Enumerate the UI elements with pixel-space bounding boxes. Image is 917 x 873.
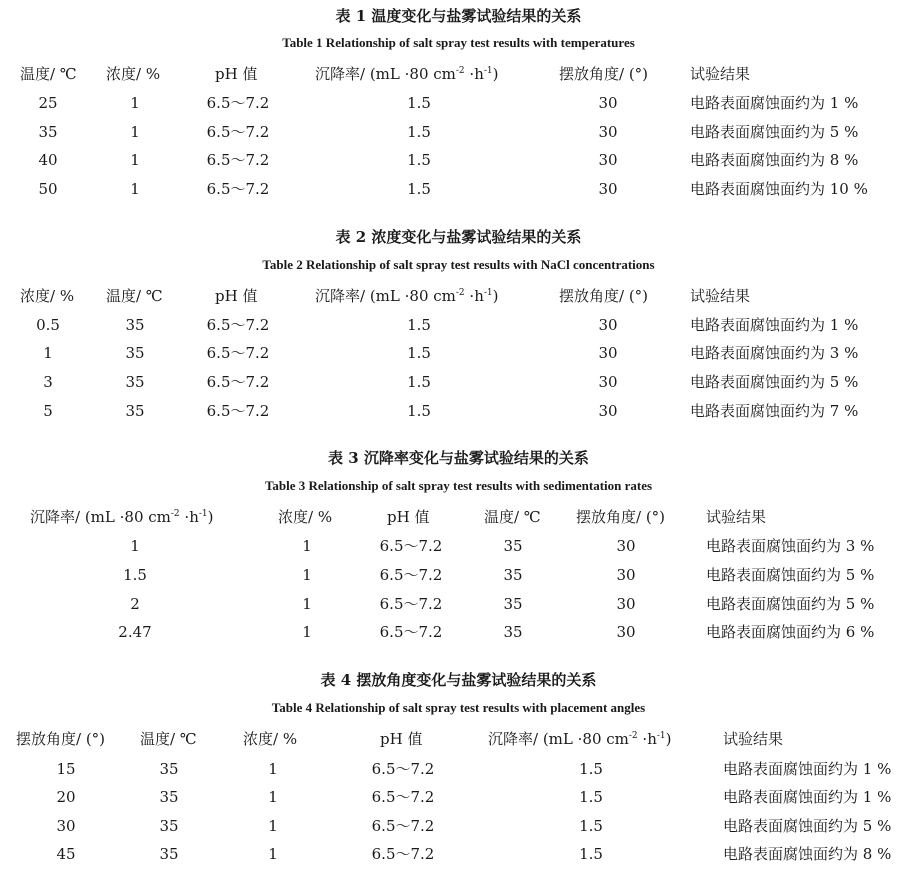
cell-ph: 6.5～7.2 [371, 788, 435, 806]
cell-test-result: 电路表面腐蚀面约为 6 % [706, 623, 875, 641]
table-row [0, 533, 917, 559]
table-row [0, 813, 917, 839]
cell-sedimentation-rate: 2 [130, 595, 140, 613]
table-3-caption-en: Table 3 Relationship of salt spray test results with sedimentation rates [264, 478, 653, 493]
header-test-result: 试验结果 [706, 508, 767, 526]
cell-test-result: 电路表面腐蚀面约为 1 % [723, 788, 892, 806]
cell-concentration: 1 [302, 595, 312, 613]
cell-test-result: 电路表面腐蚀面约为 1 % [690, 316, 859, 334]
table-row [0, 147, 917, 173]
header-ph: pH 值 [380, 730, 423, 748]
cell-test-result: 电路表面腐蚀面约为 5 % [706, 566, 875, 584]
header-placement-angle: 摆放角度/ (°) [559, 287, 649, 305]
table-row [0, 619, 917, 645]
cell-concentration: 1 [268, 845, 278, 863]
cell-placement-angle: 30 [598, 123, 618, 141]
cell-test-result: 电路表面腐蚀面约为 1 % [723, 760, 892, 778]
header-sedimentation-rate: 沉降率/ (mL ·80 $cm^{-2} \cdot h^{-1}$) [315, 65, 499, 83]
header-test-result: 试验结果 [723, 730, 784, 748]
cell-temperature: 35 [125, 316, 145, 334]
cell-ph: 6.5～7.2 [371, 760, 435, 778]
header-ph: pH 值 [215, 287, 258, 305]
cell-placement-angle: 30 [598, 373, 618, 391]
cell-test-result: 电路表面腐蚀面约为 3 % [690, 344, 859, 362]
table-1-header-row [0, 61, 917, 87]
cell-temperature: 35 [159, 760, 179, 778]
table-row [0, 369, 917, 395]
cell-sedimentation-rate: 1.5 [579, 845, 603, 863]
header-temperature: 温度/ ℃ [484, 508, 541, 526]
cell-temperature: 35 [125, 373, 145, 391]
table-row [0, 90, 917, 116]
cell-concentration: 1 [268, 817, 278, 835]
table-row [0, 398, 917, 424]
cell-placement-angle: 30 [616, 537, 636, 555]
table-row [0, 176, 917, 202]
cell-placement-angle: 30 [616, 623, 636, 641]
cell-ph: 6.5～7.2 [371, 817, 435, 835]
cell-concentration: 5 [43, 402, 53, 420]
table-4-caption-en: Table 4 Relationship of salt spray test results with placement angles [271, 700, 646, 715]
cell-temperature: 35 [38, 123, 58, 141]
header-sedimentation-rate: 沉降率/ (mL ·80 $cm^{-2} \cdot h^{-1}$) [30, 508, 214, 526]
header-concentration: 浓度/ % [243, 730, 298, 748]
cell-sedimentation-rate: 1.5 [579, 817, 603, 835]
cell-sedimentation-rate: 1.5 [407, 94, 431, 112]
header-test-result: 试验结果 [690, 65, 751, 83]
cell-ph: 6.5～7.2 [379, 595, 443, 613]
cell-ph: 6.5～7.2 [379, 566, 443, 584]
table-2-header-row [0, 283, 917, 309]
cell-temperature: 35 [159, 788, 179, 806]
header-ph: pH 值 [387, 508, 430, 526]
cell-concentration: 1 [268, 788, 278, 806]
cell-test-result: 电路表面腐蚀面约为 1 % [690, 94, 859, 112]
cell-placement-angle: 15 [56, 760, 76, 778]
cell-ph: 6.5～7.2 [206, 151, 270, 169]
header-placement-angle: 摆放角度/ (°) [559, 65, 649, 83]
cell-test-result: 电路表面腐蚀面约为 7 % [690, 402, 859, 420]
table-row [0, 841, 917, 867]
cell-placement-angle: 45 [56, 845, 76, 863]
cell-concentration: 1 [130, 94, 140, 112]
cell-ph: 6.5～7.2 [206, 402, 270, 420]
cell-sedimentation-rate: 2.47 [118, 623, 152, 641]
cell-sedimentation-rate: 1.5 [407, 344, 431, 362]
table-4-caption-cn: 表 4 摆放角度变化与盐雾试验结果的关系 [320, 671, 597, 689]
cell-ph: 6.5～7.2 [206, 180, 270, 198]
cell-temperature: 35 [125, 402, 145, 420]
table-3-caption-cn: 表 3 沉降率变化与盐雾试验结果的关系 [328, 449, 589, 467]
cell-placement-angle: 30 [616, 595, 636, 613]
header-temperature: 温度/ ℃ [140, 730, 197, 748]
cell-ph: 6.5～7.2 [379, 623, 443, 641]
cell-ph: 6.5～7.2 [206, 373, 270, 391]
header-concentration: 浓度/ % [278, 508, 333, 526]
cell-temperature: 35 [503, 537, 523, 555]
table-1-caption-cn: 表 1 温度变化与盐雾试验结果的关系 [335, 7, 582, 25]
cell-sedimentation-rate: 1.5 [407, 151, 431, 169]
cell-sedimentation-rate: 1 [130, 537, 140, 555]
header-ph: pH 值 [215, 65, 258, 83]
cell-placement-angle: 30 [598, 316, 618, 334]
header-concentration: 浓度/ % [106, 65, 161, 83]
cell-placement-angle: 30 [598, 151, 618, 169]
cell-concentration: 1 [268, 760, 278, 778]
header-sedimentation-rate: 沉降率/ (mL ·80 $cm^{-2} \cdot h^{-1}$) [488, 730, 672, 748]
cell-temperature: 35 [503, 566, 523, 584]
cell-test-result: 电路表面腐蚀面约为 5 % [690, 123, 859, 141]
cell-test-result: 电路表面腐蚀面约为 10 % [690, 180, 868, 198]
header-placement-angle: 摆放角度/ (°) [576, 508, 666, 526]
header-temperature: 温度/ ℃ [20, 65, 77, 83]
cell-sedimentation-rate: 1.5 [579, 760, 603, 778]
cell-placement-angle: 30 [598, 180, 618, 198]
cell-placement-angle: 30 [598, 402, 618, 420]
table-row [0, 756, 917, 782]
table-row [0, 340, 917, 366]
cell-concentration: 1 [302, 537, 312, 555]
cell-sedimentation-rate: 1.5 [407, 402, 431, 420]
cell-placement-angle: 20 [56, 788, 76, 806]
cell-test-result: 电路表面腐蚀面约为 3 % [706, 537, 875, 555]
cell-ph: 6.5～7.2 [379, 537, 443, 555]
cell-test-result: 电路表面腐蚀面约为 8 % [690, 151, 859, 169]
table-row [0, 591, 917, 617]
cell-concentration: 1 [130, 151, 140, 169]
cell-test-result: 电路表面腐蚀面约为 8 % [723, 845, 892, 863]
header-concentration: 浓度/ % [20, 287, 75, 305]
cell-temperature: 35 [159, 845, 179, 863]
cell-concentration: 1 [130, 123, 140, 141]
cell-concentration: 3 [43, 373, 53, 391]
cell-placement-angle: 30 [56, 817, 76, 835]
cell-temperature: 25 [38, 94, 58, 112]
table-1-caption-en: Table 1 Relationship of salt spray test results with temperatures [282, 35, 635, 50]
cell-placement-angle: 30 [616, 566, 636, 584]
cell-test-result: 电路表面腐蚀面约为 5 % [723, 817, 892, 835]
cell-sedimentation-rate: 1.5 [407, 180, 431, 198]
cell-placement-angle: 30 [598, 344, 618, 362]
table-4-header-row [0, 726, 917, 752]
cell-concentration: 1 [130, 180, 140, 198]
cell-ph: 6.5～7.2 [206, 344, 270, 362]
cell-ph: 6.5～7.2 [371, 845, 435, 863]
table-row [0, 562, 917, 588]
cell-temperature: 35 [503, 595, 523, 613]
cell-ph: 6.5～7.2 [206, 123, 270, 141]
table-2-caption-cn: 表 2 浓度变化与盐雾试验结果的关系 [335, 228, 582, 246]
cell-test-result: 电路表面腐蚀面约为 5 % [706, 595, 875, 613]
cell-placement-angle: 30 [598, 94, 618, 112]
table-3-header-row [0, 504, 917, 530]
header-sedimentation-rate: 沉降率/ (mL ·80 $cm^{-2} \cdot h^{-1}$) [315, 287, 499, 305]
cell-sedimentation-rate: 1.5 [407, 123, 431, 141]
cell-sedimentation-rate: 1.5 [407, 373, 431, 391]
cell-temperature: 35 [159, 817, 179, 835]
cell-test-result: 电路表面腐蚀面约为 5 % [690, 373, 859, 391]
header-placement-angle: 摆放角度/ (°) [16, 730, 106, 748]
table-row [0, 119, 917, 145]
table-row [0, 784, 917, 810]
cell-sedimentation-rate: 1.5 [407, 316, 431, 334]
cell-sedimentation-rate: 1.5 [579, 788, 603, 806]
table-2-caption-en: Table 2 Relationship of salt spray test results with NaCl concentrations [262, 257, 655, 272]
cell-temperature: 35 [503, 623, 523, 641]
cell-temperature: 40 [38, 151, 58, 169]
cell-temperature: 35 [125, 344, 145, 362]
header-temperature: 温度/ ℃ [106, 287, 163, 305]
cell-concentration: 0.5 [36, 316, 60, 334]
cell-concentration: 1 [43, 344, 53, 362]
cell-sedimentation-rate: 1.5 [123, 566, 147, 584]
cell-ph: 6.5～7.2 [206, 94, 270, 112]
cell-concentration: 1 [302, 566, 312, 584]
header-test-result: 试验结果 [690, 287, 751, 305]
cell-concentration: 1 [302, 623, 312, 641]
cell-ph: 6.5～7.2 [206, 316, 270, 334]
cell-temperature: 50 [38, 180, 58, 198]
table-row [0, 312, 917, 338]
